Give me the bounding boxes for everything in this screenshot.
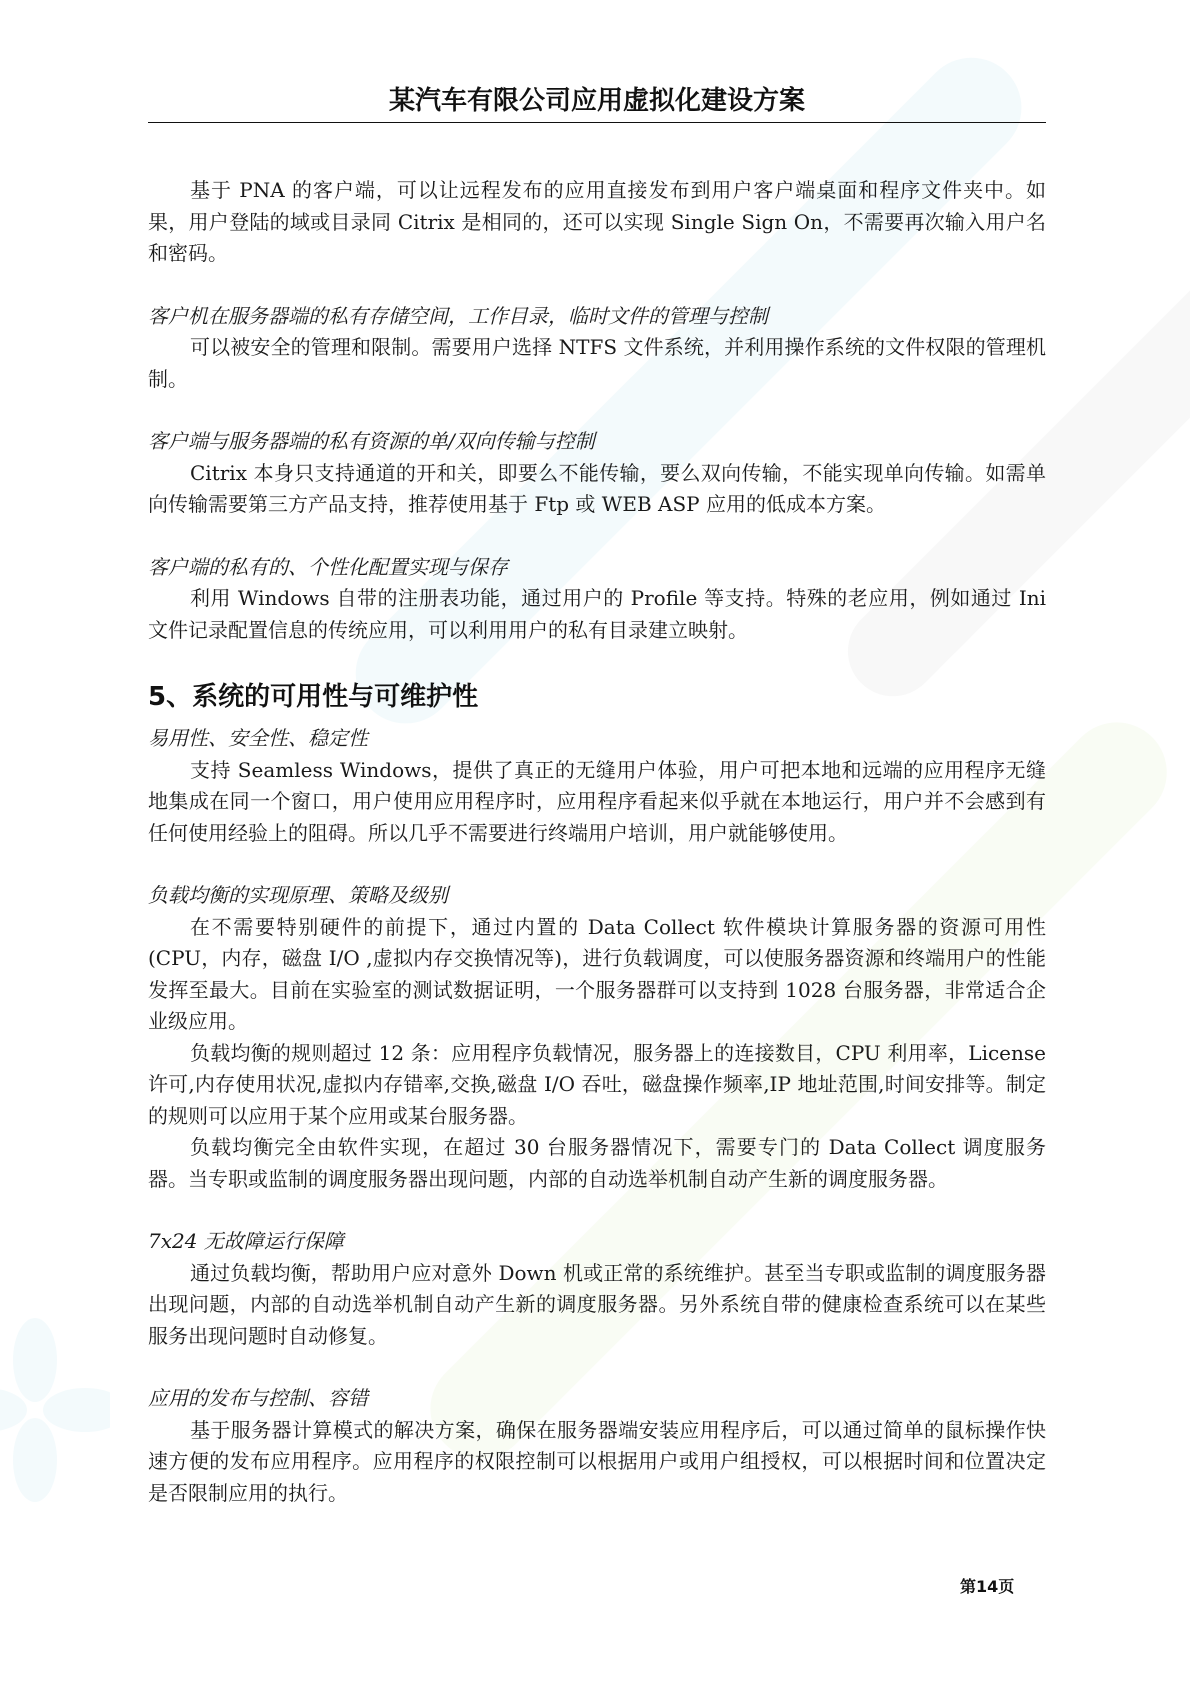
section-heading [148, 677, 1046, 717]
subheading: 负载均衡的实现原理、策略及级别 [148, 883, 448, 907]
subheading: 7x24 无故障运行保障 [148, 1229, 344, 1253]
header-divider [148, 122, 1046, 123]
document-body [148, 175, 1046, 1509]
paragraph: 支持 Seamless Windows，提供了真正的无缝用户体验，用户可把本地和远端的应用程序无缝地集成在同一个窗口，用户使用应用程序时，应用程序看起来似乎就在本地运行，用户并不会感到有任何使用经验上的阻碍。所以几乎不需要进行终端用户培训，用户就能够使用。 [148, 757, 1046, 845]
paragraph: 基于服务器计算模式的解决方案，确保在服务器端安装应用程序后，可以通过简单的鼠标操作快速方便的发布应用程序。应用程序的权限控制可以根据用户或用户组授权，可以根据时间和位置决定是否限制应用的执行。 [148, 1417, 1046, 1505]
watermark-logo [0, 1300, 110, 1524]
section-title-text: 、系统的可用性与可维护性 [166, 682, 479, 712]
subheading: 易用性、安全性、稳定性 [148, 726, 368, 750]
paragraph: 利用 Windows 自带的注册表功能，通过用户的 Profile 等支持。特殊的老应用，例如通过 Ini 文件记录配置信息的传统应用，可以利用用户的私有目录建立映射。 [148, 586, 1046, 642]
block-spacer [148, 849, 1046, 880]
block-spacer [148, 1195, 1046, 1226]
subheading: 应用的发布与控制、容错 [148, 1386, 368, 1410]
block-spacer [148, 1352, 1046, 1383]
block-spacer [148, 521, 1046, 552]
page-number: 第14页 [960, 1577, 1015, 1596]
subheading: 客户机在服务器端的私有存储空间，工作目录，临时文件的管理与控制 [148, 303, 768, 328]
block-spacer [148, 646, 1046, 677]
page-header-title: 某汽车有限公司应用虚拟化建设方案 [388, 86, 805, 116]
paragraph: 负载均衡的规则超过 12 条：应用程序负载情况，服务器上的连接数目，CPU 利用率，License 许可,内存使用状况,虚拟内存错率,交换,磁盘 I/O 吞吐，磁盘操作频率,IP 地址范围,时间安排等。制定的规则可以应用于某个应用或某台服务器。 [148, 1040, 1046, 1128]
paragraph: 负载均衡完全由软件实现，在超过 30 台服务器情况下，需要专门的 Data Collect 调度服务器。当专职或监制的调度服务器出现问题，内部的自动选举机制自动产生新的调度服务器。 [148, 1135, 1046, 1191]
block-spacer [148, 395, 1046, 426]
paragraph: 通过负载均衡，帮助用户应对意外 Down 机或正常的系统维护。甚至当专职或监制的调度服务器出现问题，内部的自动选举机制自动产生新的调度服务器。另外系统自带的健康检查系统可以在某些服务出现问题时自动修复。 [148, 1260, 1046, 1348]
block-spacer [148, 270, 1046, 301]
paragraph: 基于 PNA 的客户端，可以让远程发布的应用直接发布到用户客户端桌面和程序文件夹中。如果，用户登陆的域或目录同 Citrix 是相同的，还可以实现 Single Sign On，不需要再次输入用户名和密码。 [148, 178, 1046, 265]
paragraph: Citrix 本身只支持通道的开和关，即要么不能传输，要么双向传输，不能实现单向传输。如需单向传输需要第三方产品支持，推荐使用基于 Ftp 或 WEB ASP 应用的低成本方案。 [148, 460, 1046, 516]
flower-watermark-icon [0, 1300, 110, 1520]
paragraph: 在不需要特别硬件的前提下，通过内置的 Data Collect 软件模块计算服务器的资源可用性(CPU，内存，磁盘 I/O ,虚拟内存交换情况等)，进行负载调度，可以使服务器资源和终端用户的性能发挥至最大。目前在实验室的测试数据证明，一个服务器群可以支持到 1028 台服务器，非常适合企业级应用。 [148, 914, 1046, 1033]
section-number: 5 [148, 682, 167, 712]
paragraph: 可以被安全的管理和限制。需要用户选择 NTFS 文件系统，并利用操作系统的文件权限的管理机制。 [148, 335, 1046, 391]
subheading: 客户端的私有的、个性化配置实现与保存 [148, 554, 508, 579]
subheading: 客户端与服务器端的私有资源的单/双向传输与控制 [148, 429, 595, 453]
